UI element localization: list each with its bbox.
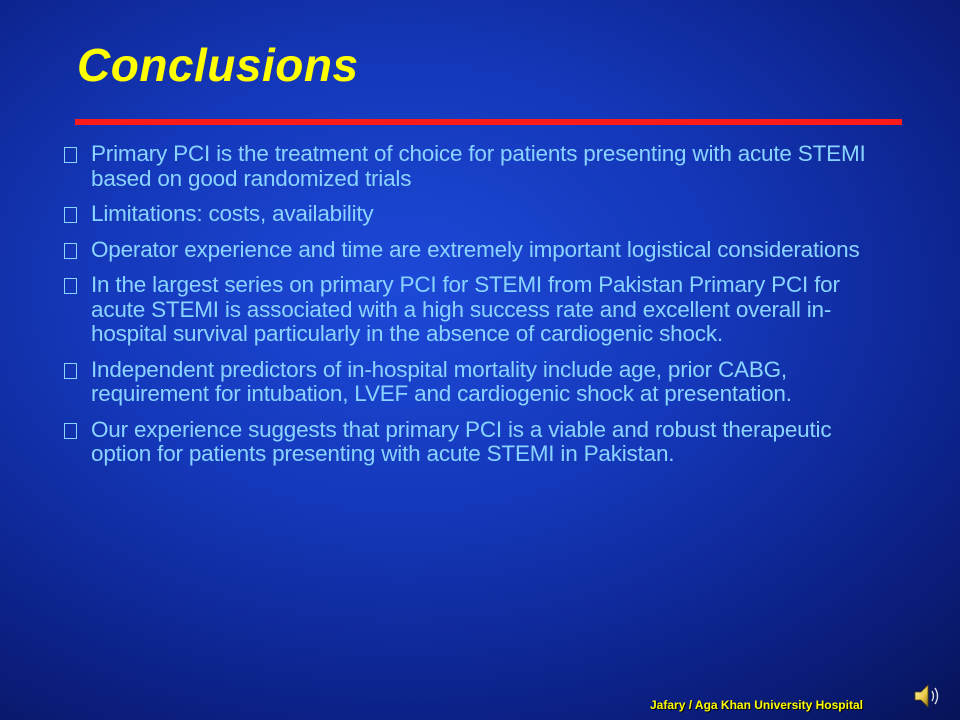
bullet-item xyxy=(62,238,892,263)
bullet-text: Limitations: costs, availability xyxy=(91,201,374,226)
bullet-text: In the largest series on primary PCI for STEMI from Pakistan Primary PCI for acute STEMI is associated with a high success rate and excellent overall in-hospital survival particularly in the absence of cardiogenic shock. xyxy=(91,272,840,346)
bullet-box-icon xyxy=(64,243,77,259)
bullet-item xyxy=(62,418,892,467)
bullet-box-icon xyxy=(64,423,77,439)
bullet-text: Our experience suggests that primary PCI is a viable and robust therapeutic option for patients presenting with acute STEMI in Pakistan. xyxy=(91,416,832,466)
bullet-text: Primary PCI is the treatment of choice for patients presenting with acute STEMI based on good randomized trials xyxy=(91,141,866,191)
speaker-icon[interactable] xyxy=(912,681,942,711)
bullet-box-icon xyxy=(64,147,77,163)
slide-title: Conclusions xyxy=(77,39,359,91)
bullet-box-icon xyxy=(64,278,77,294)
bullet-item xyxy=(62,273,892,347)
bullet-text: Operator experience and time are extremely important logistical considerations xyxy=(91,236,860,262)
bullet-item xyxy=(62,202,892,227)
footer-credit: Jafary / Aga Khan University Hospital xyxy=(650,698,863,712)
bullet-item xyxy=(62,358,892,407)
bullet-item xyxy=(62,142,892,191)
bullet-box-icon xyxy=(64,363,77,379)
bullet-text: Independent predictors of in-hospital mortality include age, prior CABG, requirement for intubation, LVEF and cardiogenic shock at presentation. xyxy=(91,356,792,406)
bullet-box-icon xyxy=(64,207,77,223)
title-divider xyxy=(75,119,902,125)
bullet-list xyxy=(62,142,892,478)
